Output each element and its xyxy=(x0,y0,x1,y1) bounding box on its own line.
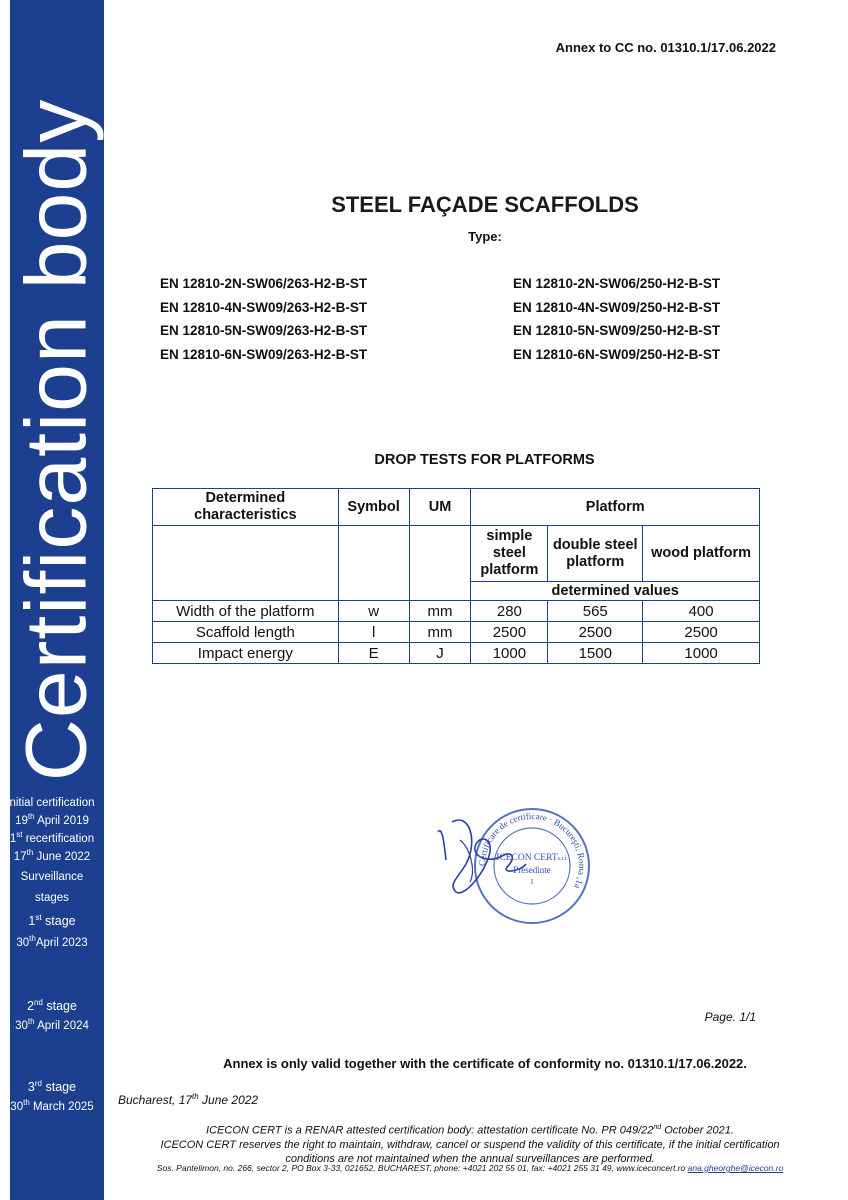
header-platform: Platform xyxy=(471,489,760,526)
row-value: 565 xyxy=(548,601,643,622)
initial-certification-label: nitial certification xyxy=(9,797,95,809)
row-value: 2500 xyxy=(548,622,643,643)
row-um: mm xyxy=(409,601,471,622)
row-um: J xyxy=(409,643,471,664)
row-value: 1000 xyxy=(643,643,760,664)
recertification-date: 17th June 2022 xyxy=(13,847,91,863)
row-value: 2500 xyxy=(471,622,548,643)
row-value: 1000 xyxy=(471,643,548,664)
stage-2-label: 2nd stage xyxy=(27,998,77,1014)
page-number: Page. 1/1 xyxy=(704,1010,756,1024)
determined-values-label: determined values xyxy=(471,582,760,601)
header-characteristics: Determined characteristics xyxy=(153,489,339,526)
types-right-column xyxy=(513,272,720,366)
type-code: EN 12810-6N-SW09/250-H2-B-ST xyxy=(513,346,721,362)
type-code: EN 12810-6N-SW09/263-H2-B-ST xyxy=(160,346,368,362)
stamp-ring-text: Certificare de certificare · Bucureşti, Roma ,1a xyxy=(476,810,588,891)
type-code: EN 12810-4N-SW09/250-H2-B-ST xyxy=(513,299,721,315)
platform-type-double-steel: double steel platform xyxy=(548,526,643,582)
recertification-label: 1st recertification xyxy=(9,829,95,845)
stamp-center-name: ICECON CERTs.r.l. xyxy=(496,853,568,863)
row-value: 1500 xyxy=(548,643,643,664)
address-text: Sos. Pantelimon, no. 266, sector 2, PO Box 3-33, 021652, BUCHAREST, phone: +4021 202 55 01, fax: +4021 255 31 49, www.iceconcert.ro xyxy=(156,1163,686,1173)
issue-date: Bucharest, 17th June 2022 xyxy=(118,1092,259,1107)
stage-3-label: 3rd stage xyxy=(27,1079,77,1095)
header-symbol: Symbol xyxy=(338,489,409,526)
stage-3 xyxy=(0,1076,104,1115)
surveillance-label: Surveillance xyxy=(20,871,84,883)
row-value: 280 xyxy=(471,601,548,622)
table-header-row xyxy=(153,489,760,526)
email-link[interactable]: ana.gheorghe@icecon.ro xyxy=(687,1163,784,1173)
type-code: EN 12810-4N-SW09/263-H2-B-ST xyxy=(160,299,368,315)
type-label: Type: xyxy=(468,229,502,244)
row-symbol: w xyxy=(338,601,409,622)
stage-1-date: 30thApril 2023 xyxy=(16,934,88,949)
reserve-line-2: conditions are not maintained when the annual surveillances are performed. xyxy=(285,1152,655,1165)
signature xyxy=(430,812,530,902)
table-row xyxy=(153,643,760,664)
empty-cell xyxy=(409,526,471,601)
table-row xyxy=(153,622,760,643)
annex-reference: Annex to CC no. 01310.1/17.06.2022 xyxy=(555,40,776,55)
row-symbol: E xyxy=(338,643,409,664)
platform-type-wood: wood platform xyxy=(643,526,760,582)
drop-tests-table xyxy=(152,488,760,664)
stage-3-date: 30th March 2025 xyxy=(10,1098,94,1113)
types-left-column xyxy=(160,272,367,366)
empty-cell xyxy=(153,526,339,601)
initial-certification-block xyxy=(0,796,104,863)
row-value: 400 xyxy=(643,601,760,622)
table-row xyxy=(153,601,760,622)
stages-label: stages xyxy=(35,892,69,904)
stage-2 xyxy=(0,995,104,1034)
header-um: UM xyxy=(409,489,471,526)
address-line xyxy=(110,1163,830,1173)
row-name: Width of the platform xyxy=(153,601,339,622)
row-um: mm xyxy=(409,622,471,643)
document-title: STEEL FAÇADE SCAFFOLDS xyxy=(331,192,639,217)
validity-note: Annex is only valid together with the certificate of conformity no. 01310.1/17.06.2022. xyxy=(223,1056,747,1071)
empty-cell xyxy=(338,526,409,601)
footer-notes xyxy=(110,1121,830,1166)
row-symbol: l xyxy=(338,622,409,643)
stage-2-date: 30th April 2024 xyxy=(15,1017,89,1032)
row-value: 2500 xyxy=(643,622,760,643)
stage-1-label: 1st stage xyxy=(28,913,76,929)
vertical-title: Certification body xyxy=(8,98,105,782)
table-title: DROP TESTS FOR PLATFORMS xyxy=(374,452,595,468)
row-name: Impact energy xyxy=(153,643,339,664)
stamp-center-role: Presedinte xyxy=(513,865,551,875)
renar-line: ICECON CERT is a RENAR attested certification body: attestation certificate No. PR 049/22nd October 2021. xyxy=(206,1124,734,1137)
platform-types-row xyxy=(153,526,760,582)
stamp-center-mark: I xyxy=(530,878,534,886)
type-code: EN 12810-2N-SW06/263-H2-B-ST xyxy=(160,276,368,291)
row-name: Scaffold length xyxy=(153,622,339,643)
initial-certification-date: 19th April 2019 xyxy=(15,812,89,827)
reserve-line-1: ICECON CERT reserves the right to maintain, withdraw, cancel or suspend the validity of this certificate, if the initial certification xyxy=(160,1138,780,1151)
stage-1 xyxy=(0,909,104,952)
type-code: EN 12810-5N-SW09/250-H2-B-ST xyxy=(513,323,721,338)
type-code: EN 12810-5N-SW09/263-H2-B-ST xyxy=(160,323,368,338)
platform-type-simple-steel: simple steel platform xyxy=(471,526,548,582)
type-code: EN 12810-2N-SW06/250-H2-B-ST xyxy=(513,276,721,291)
